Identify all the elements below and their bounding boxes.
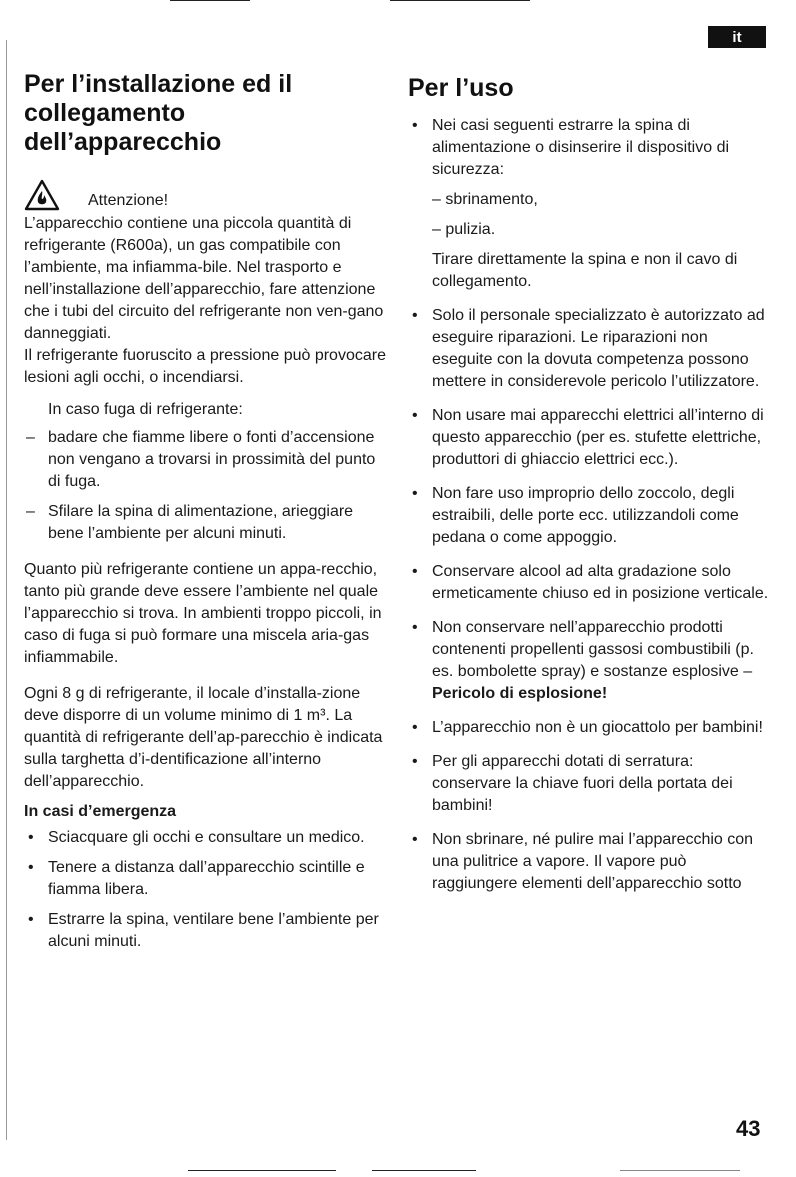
refrigerant-volume-paragraph: Quanto più refrigerante contiene un appa-recchio, tanto più grande deve essere l’ambiente nel quale l’apparecchio si trova. In ambienti troppo piccoli, in caso di fuga si può formare una miscela aria-gas infiammabile. (24, 561, 382, 666)
left-column (24, 70, 386, 961)
usage-item-text: Non conservare nell’apparecchio prodotti contenenti propellenti gassosi combustibili (p. es. bombolette spray) e sostanze esplosive – (432, 619, 754, 680)
installation-heading: Per l’installazione ed il collegamento dell’apparecchio (24, 70, 293, 156)
right-column (408, 70, 770, 907)
emergency-list (24, 827, 386, 953)
usage-heading: Per l’uso (408, 74, 514, 102)
page-number: 43 (736, 1116, 761, 1141)
leak-list (24, 427, 386, 545)
usage-item (408, 617, 770, 705)
usage-item: • Non sbrinare, né pulire mai l’apparecchio con una pulitrice a vapore. Il vapore può raggiungere elementi dell’apparecchio sotto (408, 829, 770, 895)
leak-item: – Sfilare la spina di alimentazione, arieggiare bene l’ambiente per alcuni minuti. (24, 501, 386, 545)
leak-intro: In caso fuga di refrigerante: (48, 401, 243, 418)
emergency-heading: In casi d’emergenza (24, 803, 177, 820)
top-rule-2 (390, 0, 530, 1)
usage-item: • Per gli apparecchi dotati di serratura: conservare la chiave fuori della portata dei bambini! (408, 751, 770, 817)
unplug-case: – sbrinamento, (432, 191, 538, 208)
intro-text: L’apparecchio contiene una piccola quantità di refrigerante (R600a), un gas compatibile con l’ambiente, ma infiamma-bile. Nel trasporto e nell’installazione dell’apparecchio, fare attenzione che i tubi del circuito del refrigerante non ven-gano danneggiati. (24, 215, 384, 342)
emergency-item: • Estrarre la spina, ventilare bene l’ambiente per alcuni minuti. (24, 909, 386, 953)
leak-item: – badare che fiamme libere o fonti d’accensione non vengano a trovarsi in prossimità del punto di fuga. (24, 427, 386, 493)
usage-item: • Non fare uso improprio dello zoccolo, degli estraibili, delle porte ecc. utilizzandoli come pedana o come appoggio. (408, 483, 770, 549)
bottom-rule-3 (620, 1170, 740, 1171)
usage-item: • L’apparecchio non è un giocattolo per bambini! (408, 717, 770, 739)
bottom-rule-1 (188, 1170, 336, 1171)
usage-item: • Solo il personale specializzato è autorizzato ad eseguire riparazioni. Le riparazioni non eseguite con la dovuta competenza possono mettere in considerevole pericolo l’utilizzatore. (408, 305, 770, 393)
unplug-note: Tirare direttamente la spina e non il cavo di collegamento. (432, 251, 738, 290)
usage-item (408, 115, 770, 293)
room-volume-paragraph: Ogni 8 g di refrigerante, il locale d’installa-zione deve disporre di un volume minimo di 1 m³. La quantità di refrigerante dell’ap-parecchio è indicata sulla targhetta d’i-dentificazione all’interno dell’apparecchio. (24, 685, 383, 790)
explosion-warning: Pericolo di esplosione! (432, 685, 608, 702)
unplug-case: – pulizia. (432, 221, 496, 238)
emergency-item: • Sciacquare gli occhi e consultare un medico. (24, 827, 386, 849)
language-badge: it (708, 26, 766, 48)
warning-label: Attenzione! (88, 192, 169, 209)
bottom-rule-2 (372, 1170, 476, 1171)
left-margin-line (6, 40, 7, 1140)
warning-row (24, 179, 386, 211)
usage-item: • Non usare mai apparecchi elettrici all’interno di questo apparecchio (per es. stufette elettriche, produttori di ghiaccio elettrici ecc.). (408, 405, 770, 471)
top-rule-1 (170, 0, 250, 1)
fire-warning-icon (24, 179, 60, 211)
emergency-item: • Tenere a distanza dall’apparecchio scintille e fiamma libera. (24, 857, 386, 901)
usage-list (408, 115, 770, 895)
unplug-cases-list (432, 189, 770, 241)
usage-item: • Conservare alcool ad alta gradazione solo ermeticamente chiuso ed in posizione verticale. (408, 561, 770, 605)
intro-text-2: Il refrigerante fuoruscito a pressione può provocare lesioni agli occhi, o incendiarsi. (24, 347, 386, 386)
usage-item-text: Nei casi seguenti estrarre la spina di alimentazione o disinserire il dispositivo di sicurezza: (432, 117, 730, 178)
